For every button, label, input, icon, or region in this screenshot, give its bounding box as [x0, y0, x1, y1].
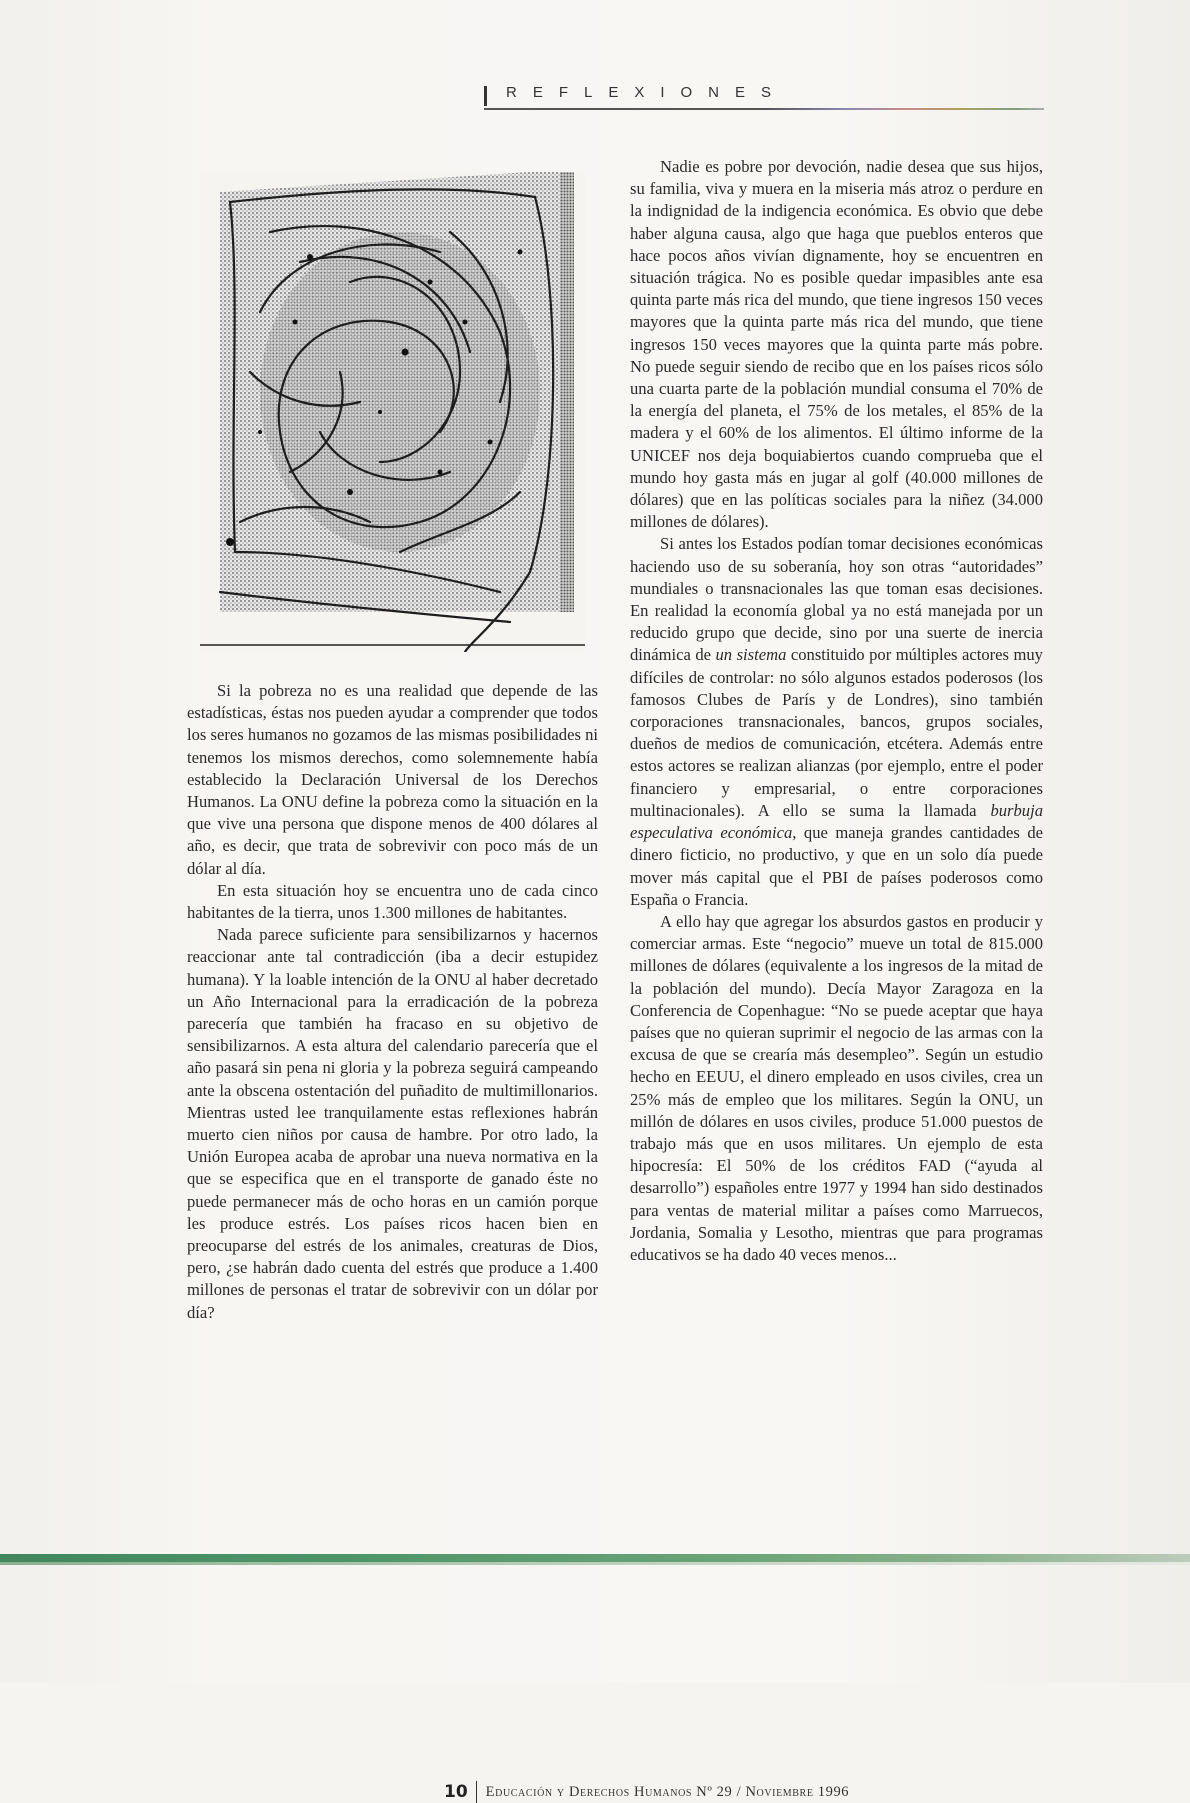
emphasis: un sistema — [715, 645, 787, 665]
cover-edge — [0, 1554, 1190, 1562]
publication-line: Educación y Derechos Humanos Nº 29 / Noviembre 1996 — [485, 1783, 850, 1800]
text-run: constituido por múltiples actores muy difíciles de controlar: no sólo algunos estados poderosos (los famosos Clubes de París y de Londres), sino también corporaciones transnacionales, bancos, grupos sociales, dueños de medios de comunicación, etcétera. Además entre estos actores se realizan alianzas (por ejemplo, entre el poder financiero y empresarial, o entre corporaciones multinacionales). A ello se suma la llamada — [630, 645, 1043, 820]
paragraph: En esta situación hoy se encuentra uno de cada cinco habitantes de la tierra, unos 1.300 millones de habitantes. — [187, 880, 598, 923]
paragraph: Nada parece suficiente para sensibilizarnos y hacernos reaccionar ante tal contradicción (iba a decir estupidez humana). Y la loable intención de la ONU al haber decretado un Año Internacional para la erradicación de la pobreza parecería que también ha fracaso en su objetivo de sensibilizarnos. A esta altura del calendario parecería que el año pasará sin pena ni gloria y la pobreza seguirá campeando ante la obscena ostentación del puñadito de multimillonarios. Mientras usted lee tranquilamente estas reflexiones habrán muerto cien niños por causa de hambre. Por otro lado, la Unión Europea acaba de aprobar una nueva normativa en la que se especifica que en el transporte de ganado éste no puede permanecer más de ocho horas en un camión porque les produce estrés. Los países ricos hacen bien en preocuparse del estrés de los animales, creaturas de Dios, pero, ¿se habrán dado cuenta del estrés que produce a 1.400 millones de personas el tratar de sobrevivir con un dólar por día? — [187, 925, 598, 1322]
right-column — [630, 156, 1043, 1266]
paragraph: Si la pobreza no es una realidad que depende de las estadísticas, éstas nos pueden ayudar a comprender que todos los seres humanos no gozamos de las mismas posibilidades ni tenemos los mismos derechos, como solemnemente había establecido la Declaración Universal de los Derechos Humanos. La ONU define la pobreza como la situación en la que vive una persona que dispone menos de 400 dólares al año, es decir, que trata de sobrevivir con poco más de un dólar al día. — [187, 681, 598, 878]
cover-edge-shadow — [0, 1562, 1190, 1565]
header-bar — [484, 86, 487, 106]
left-column — [187, 680, 598, 1324]
text-run: Si antes los Estados podían tomar decisiones económicas haciendo uso de su soberanía, hoy son otras “autoridades” mundiales o transnacionales las que toman esas decisiones. En realidad la economía global ya no está manejada por un reducido grupo que decide, sino por una suerte de inercia dinámica de — [630, 534, 1043, 665]
section-header — [484, 82, 1044, 108]
emphasis: burbuja especulativa económica — [630, 800, 1043, 843]
paragraph: A ello hay que agregar los absurdos gastos en producir y comerciar armas. Este “negocio” mueve un total de 815.000 millones de dólares (equivalente a los ingresos de la mitad de la población del mundo). Decía Mayor Zaragoza en la Conferencia de Copenhague: “No se puede aceptar que haya países que no quieran suprimir el negocio de las armas con la excusa de que se crearía más desempleo”. Según un estudio hecho en EEUU, el dinero empleado en usos civiles, crea un 25% más de empleo que los militares. Según la ONU, un millón de dólares en usos civiles, produce 51.000 puestos de trabajo más que en usos militares. Un ejemplo de esta hipocresía: El 50% de los créditos FAD (“ayuda al desarrollo”) españoles entre 1977 y 1994 han sido destinados para ventas de material militar a países como Marruecos, Jordania, Somalia y Lesotho, mientras que para programas educativos se ha dado 40 veces menos... — [630, 911, 1043, 1264]
header-rule — [484, 108, 1044, 110]
page-number: 10 — [444, 1782, 468, 1802]
abstract-illustration — [200, 172, 585, 652]
paragraph — [630, 533, 1043, 910]
paragraph: Nadie es pobre por devoción, nadie desea que sus hijos, su familia, viva y muera en la miseria más atroz o perdure en la indignidad de la indigencia económica. Es obvio que debe haber alguna causa, algo que haga que pueblos enteros que hace pocos años vivían dignamente, hoy se encuentren en situación trágica. No es posible quedar impasibles ante esa quinta parte más rica del mundo, que tiene ingresos 150 veces mayores que la quinta parte más rica del mundo, que tiene ingresos 150 veces mayores que la quinta parte más pobre. No puede seguir siendo de recibo que en los países ricos sólo una cuarta parte de la población mundial consuma el 70% de la energía del planeta, el 75% de los metales, el 85% de la madera y el 60% de los alimentos. El último informe de la UNICEF nos deja boquiabiertos cuando comprueba que el mundo hoy gasta más en jugar al golf (40.000 millones de dólares) que en las políticas sociales para la niñez (34.000 millones de dólares). — [630, 157, 1043, 532]
text-run: , que maneja grandes cantidades de dinero ficticio, no productivo, y que en un solo día puede mover más capital que el PBI de países poderosos como España o Francia. — [630, 823, 1043, 909]
footer-separator — [476, 1781, 477, 1803]
section-title: REFLEXIONES — [506, 84, 788, 101]
page-footer — [444, 1781, 849, 1803]
